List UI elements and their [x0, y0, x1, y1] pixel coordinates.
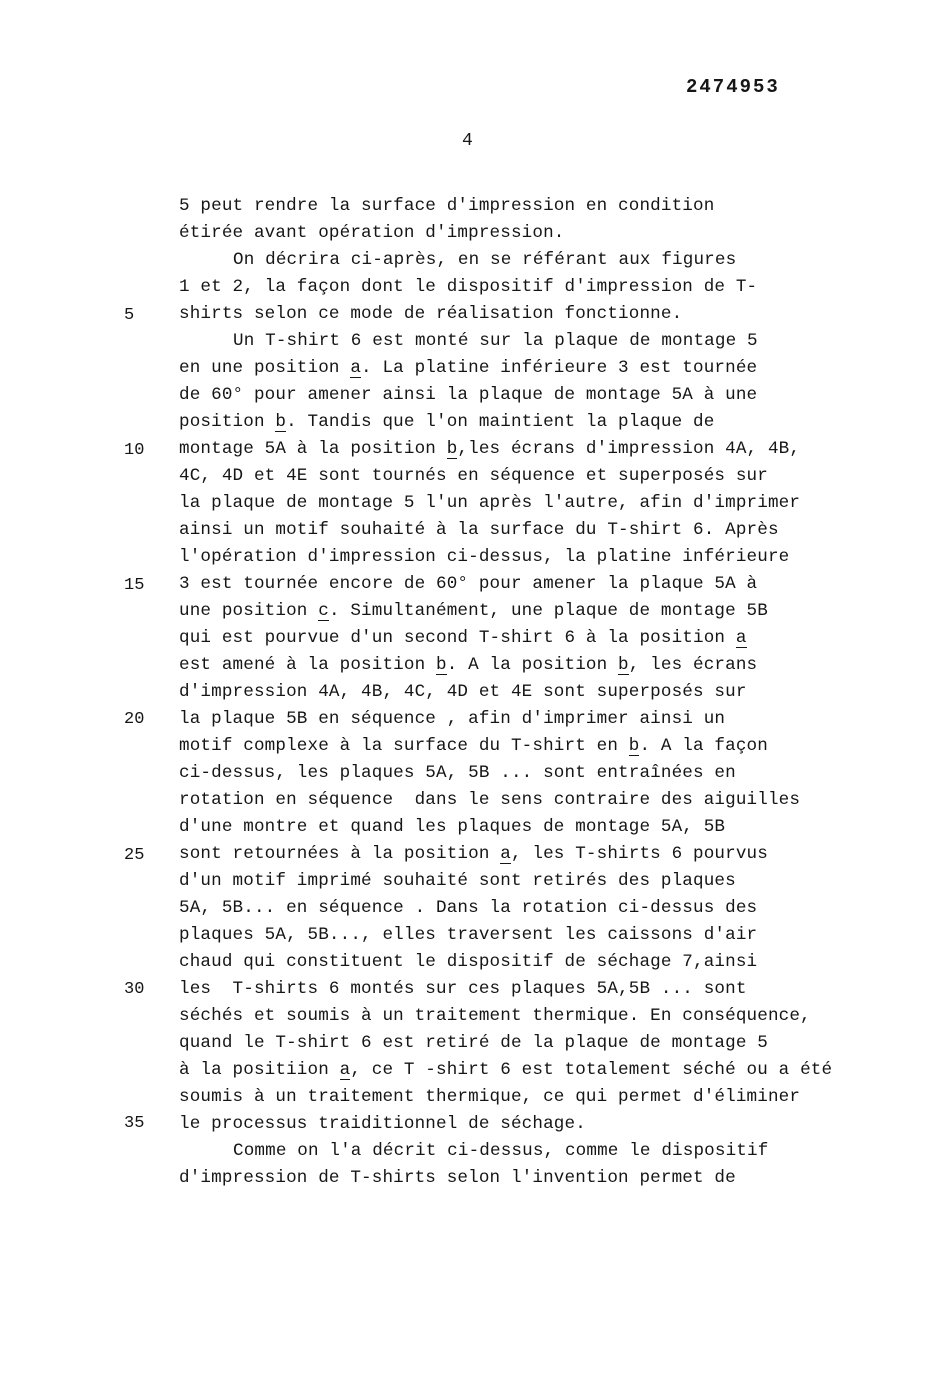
text-line: les T-shirts 6 montés sur ces plaques 5A,5B ... sont — [179, 979, 747, 999]
text-line: ainsi un motif souhaité à la surface du T-shirt 6. Après — [179, 520, 779, 540]
text-line: d'impression 4A, 4B, 4C, 4D et 4E sont superposés sur — [179, 682, 747, 702]
text-span: en une position — [179, 358, 351, 378]
text-line: On décrira ci-après, en se référant aux figures — [233, 250, 737, 270]
underlined-position-letter: a — [339, 1060, 351, 1080]
text-line: de 60° pour amener ainsi la plaque de montage 5A à une — [179, 385, 758, 405]
text-span: qui est pourvue d'un second T-shirt 6 à la position — [179, 628, 736, 648]
document-number: 2474953 — [686, 76, 780, 98]
text-line: shirts selon ce mode de réalisation fonctionne. — [179, 304, 683, 324]
text-line: d'impression de T-shirts selon l'invention permet de — [179, 1168, 736, 1188]
text-line — [179, 438, 800, 460]
text-line: Comme on l'a décrit ci-dessus, comme le dispositif — [233, 1141, 769, 1161]
text-span: montage 5A à la position — [179, 439, 447, 459]
text-span: à la positiion — [179, 1060, 340, 1080]
text-span: , les T-shirts 6 pourvus — [510, 844, 768, 864]
text-line — [179, 600, 768, 622]
text-line: rotation en séquence dans le sens contraire des aiguilles — [179, 790, 801, 810]
underlined-position-letter: a — [500, 844, 511, 864]
text-line: d'un motif imprimé souhaité sont retirés des plaques — [179, 871, 736, 891]
underlined-position-letter: b — [275, 412, 287, 432]
text-span: une position — [179, 601, 319, 621]
underlined-position-letter: a — [350, 358, 362, 378]
text-line: ci-dessus, les plaques 5A, 5B ... sont entraînées en — [179, 763, 736, 783]
text-line — [179, 411, 714, 433]
text-line: 4C, 4D et 4E sont tournés en séquence et superposés sur — [179, 466, 768, 486]
text-span: position — [179, 412, 276, 432]
text-line: le processus traiditionnel de séchage. — [179, 1114, 586, 1134]
text-line: l'opération d'impression ci-dessus, la platine inférieure — [179, 547, 790, 567]
text-line: 5A, 5B... en séquence . Dans la rotation ci-dessus des — [179, 898, 758, 918]
text-line — [179, 357, 757, 379]
text-span: sont retournées à la position — [179, 844, 501, 864]
line-number: 10 — [124, 441, 145, 460]
line-number: 35 — [124, 1114, 145, 1133]
text-line: la plaque de montage 5 l'un après l'autre, afin d'imprimer — [179, 493, 801, 513]
underlined-position-letter: b — [628, 736, 640, 756]
page-number: 4 — [462, 131, 473, 151]
text-span: . A la position — [446, 655, 619, 675]
text-span: est amené à la position — [179, 655, 436, 675]
text-line: étirée avant opération d'impression. — [179, 223, 565, 243]
text-span: . La platine inférieure 3 est tournée — [361, 358, 758, 378]
text-line: d'une montre et quand les plaques de montage 5A, 5B — [179, 817, 726, 837]
text-line — [179, 1059, 832, 1081]
text-line — [179, 843, 768, 865]
text-span: motif complexe à la surface du T-shirt en — [179, 736, 629, 756]
underlined-position-letter: b — [618, 655, 629, 675]
text-line: 3 est tournée encore de 60° pour amener la plaque 5A à — [179, 574, 758, 594]
text-span: , ce T -shirt 6 est totalement séché ou a été — [350, 1060, 833, 1080]
text-span: . A la façon — [639, 736, 768, 756]
text-span: ,les écrans d'impression 4A, 4B, — [457, 439, 801, 459]
underlined-position-letter: b — [436, 655, 447, 675]
underlined-position-letter: a — [735, 628, 747, 648]
text-line: séchés et soumis à un traitement thermique. En conséquence, — [179, 1006, 811, 1026]
line-number: 20 — [124, 710, 145, 729]
text-span: . Tandis que l'on maintient la plaque de — [286, 412, 715, 432]
line-number: 5 — [124, 306, 135, 325]
text-line — [179, 735, 768, 757]
line-number: 15 — [124, 576, 145, 595]
text-line — [179, 654, 757, 676]
underlined-position-letter: b — [446, 439, 458, 459]
text-line: la plaque 5B en séquence , afin d'imprimer ainsi un — [179, 709, 726, 729]
line-number: 25 — [124, 846, 145, 865]
underlined-position-letter: c — [318, 601, 329, 621]
text-line: plaques 5A, 5B..., elles traversent les caissons d'air — [179, 925, 758, 945]
line-number: 30 — [124, 980, 145, 999]
text-line: 5 peut rendre la surface d'impression en condition — [179, 196, 715, 216]
text-line: 1 et 2, la façon dont le dispositif d'impression de T- — [179, 277, 758, 297]
text-line: chaud qui constituent le dispositif de séchage 7,ainsi — [179, 952, 758, 972]
text-line — [179, 627, 747, 649]
text-line: Un T-shirt 6 est monté sur la plaque de montage 5 — [233, 331, 758, 351]
text-span: . Simultanément, une plaque de montage 5B — [328, 601, 768, 621]
text-span: , les écrans — [628, 655, 758, 675]
text-line: quand le T-shirt 6 est retiré de la plaque de montage 5 — [179, 1033, 768, 1053]
text-line: soumis à un traitement thermique, ce qui permet d'éliminer — [179, 1087, 801, 1107]
